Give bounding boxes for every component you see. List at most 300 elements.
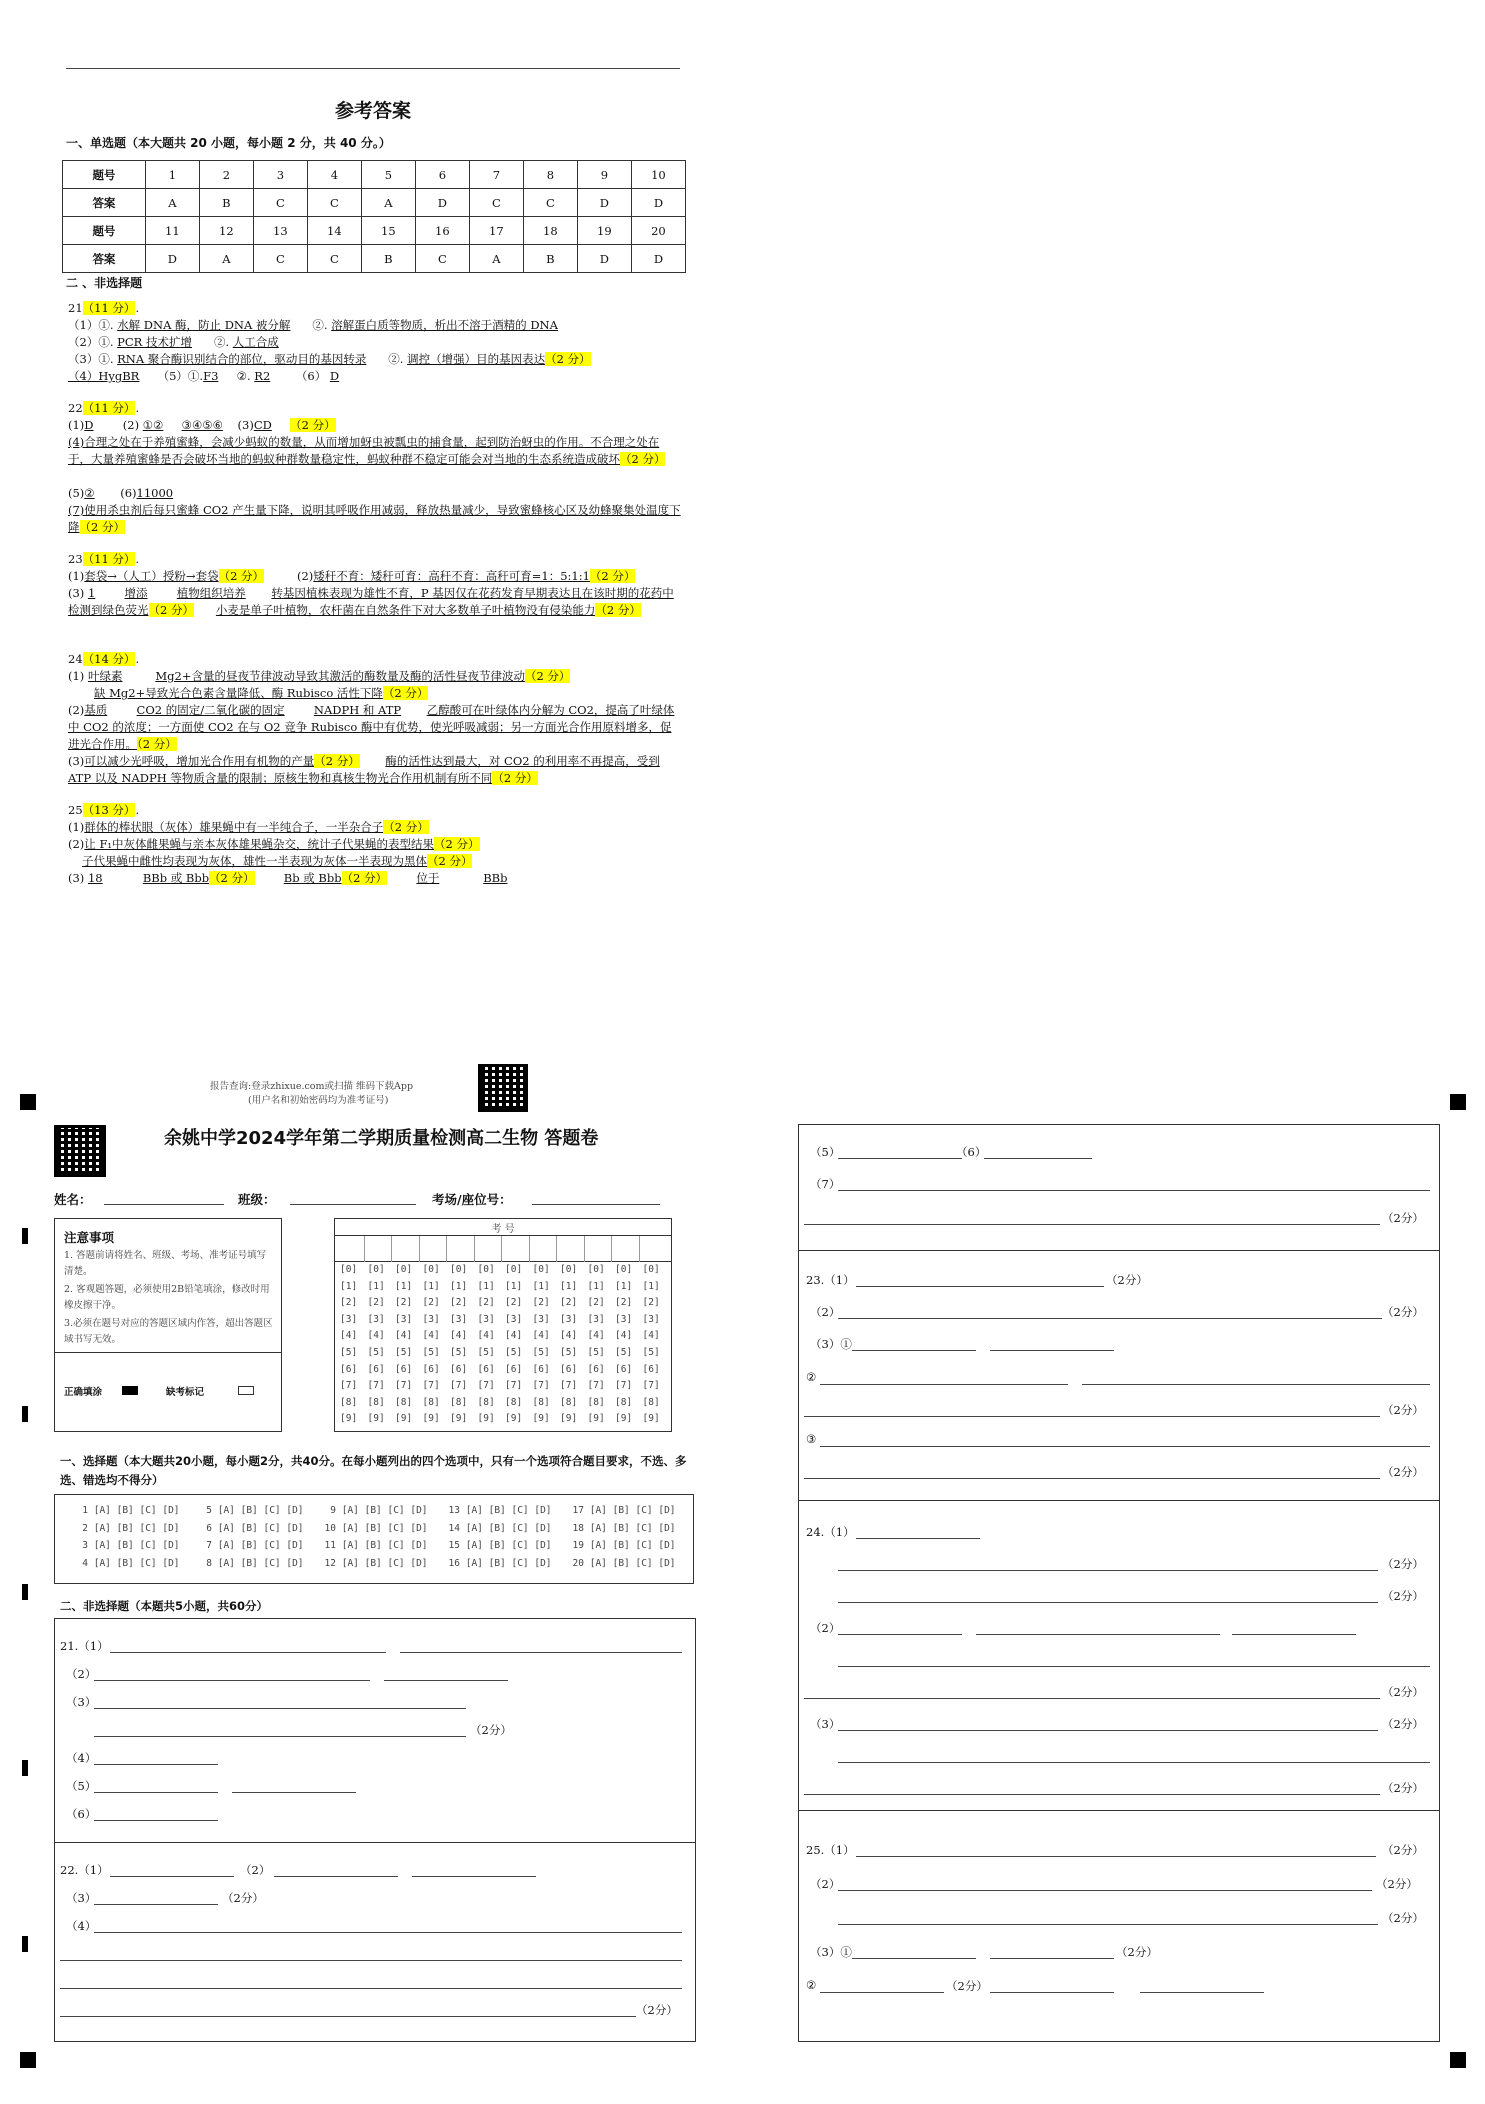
mc-question-row[interactable] <box>442 1540 552 1551</box>
exam-digit-bubble[interactable]: [9] <box>560 1413 578 1425</box>
mc-question-row[interactable] <box>70 1523 180 1534</box>
exam-digit-bubble[interactable]: [5] <box>560 1346 578 1358</box>
exam-digit-bubble[interactable]: [3] <box>450 1313 468 1325</box>
exam-digit-bubble[interactable]: [8] <box>560 1396 578 1408</box>
q21-label-6: （6） <box>66 1807 97 1821</box>
exam-digit-column[interactable] <box>478 1262 495 1428</box>
exam-digit-bubble[interactable]: [9] <box>450 1413 468 1425</box>
mc-question-row[interactable] <box>442 1558 552 1569</box>
section1-heading: 一、单选题（本大题共 20 小题，每小题 2 分，共 40 分。） <box>66 136 391 150</box>
exam-digit-bubble[interactable]: [6] <box>367 1363 385 1375</box>
answer-line[interactable] <box>110 1876 234 1877</box>
cell-label: 答案 <box>63 189 146 217</box>
registration-mark <box>20 1094 36 1110</box>
exam-digit-bubble[interactable]: [6] <box>477 1363 495 1375</box>
mc-question-row[interactable] <box>566 1540 676 1551</box>
registration-mark <box>1450 2052 1466 2068</box>
exam-digit-bubble[interactable]: [7] <box>477 1380 495 1392</box>
name-label: 姓名： <box>54 1192 92 1207</box>
exam-digit-bubble[interactable]: [7] <box>642 1380 660 1392</box>
answer-line[interactable] <box>852 1958 976 1959</box>
exam-digit-bubble[interactable]: [9] <box>395 1413 413 1425</box>
exam-digit-bubble[interactable]: [0] <box>450 1264 468 1275</box>
exam-digit-bubble[interactable]: [0] <box>505 1264 523 1275</box>
mc-option-bubbles[interactable]: [A] [B] [C] [D] <box>212 1557 304 1569</box>
top-rule <box>66 68 680 69</box>
exam-digit-bubble[interactable]: [3] <box>395 1313 413 1325</box>
mc-option-bubbles[interactable]: [A] [B] [C] [D] <box>584 1540 676 1551</box>
answer-line[interactable] <box>852 1350 976 1351</box>
mc-question-row[interactable] <box>442 1523 552 1534</box>
exam-digit-bubble[interactable]: [4] <box>532 1330 550 1342</box>
mc-option-bubbles[interactable]: [A] [B] [C] [D] <box>88 1540 180 1551</box>
answer-line[interactable] <box>94 1708 466 1709</box>
exam-digit-bubble[interactable]: [5] <box>340 1346 358 1358</box>
exam-digit-bubble[interactable]: [8] <box>477 1396 495 1408</box>
points-label: （2分） <box>470 1723 512 1737</box>
cell: 9 <box>577 161 631 189</box>
exam-digit-bubble[interactable]: [8] <box>367 1396 385 1408</box>
cell: 4 <box>307 161 361 189</box>
fill-correct-label: 正确填涂 <box>64 1387 103 1398</box>
mc-option-bubbles[interactable]: [A] [B] [C] [D] <box>212 1505 304 1516</box>
answer-line[interactable] <box>274 1876 398 1877</box>
notice-3: 3.必须在题号对应的答题区域内作答，超出答题区域书写无效。 <box>64 1318 273 1345</box>
exam-digit-bubble[interactable]: [5] <box>505 1346 523 1358</box>
room-field[interactable] <box>532 1204 660 1205</box>
answer-line[interactable] <box>838 1190 1430 1191</box>
answer-line[interactable] <box>820 1384 1068 1385</box>
answer-line[interactable] <box>838 1318 1382 1319</box>
exam-digit-bubble[interactable]: [5] <box>642 1346 660 1358</box>
exam-digit-bubble[interactable]: [6] <box>395 1363 413 1375</box>
exam-digit-bubble[interactable]: [7] <box>367 1380 385 1392</box>
q23-label-2: （2） <box>810 1305 841 1319</box>
cell: 7 <box>469 161 523 189</box>
q21-label-2: （2） <box>66 1667 97 1681</box>
answer-line[interactable] <box>60 2016 636 2017</box>
exam-digit-bubble[interactable]: [5] <box>367 1346 385 1358</box>
exam-digit-bubble[interactable]: [5] <box>532 1346 550 1358</box>
exam-digit-bubble[interactable]: [5] <box>422 1346 440 1358</box>
cell: 17 <box>469 217 523 245</box>
exam-digit-bubble[interactable]: [8] <box>422 1396 440 1408</box>
exam-digit-bubble[interactable]: [2] <box>477 1297 495 1309</box>
answer-line[interactable] <box>990 1350 1114 1351</box>
answer-line[interactable] <box>1140 1992 1264 1993</box>
room-label: 考场/座位号： <box>432 1192 512 1207</box>
answer-line[interactable] <box>990 1992 1114 1993</box>
exam-digit-bubble[interactable]: [1] <box>505 1280 523 1292</box>
answer-line[interactable] <box>838 1730 1378 1731</box>
exam-digit-bubble[interactable]: [2] <box>587 1297 605 1309</box>
mc-question-number: 16 <box>448 1557 460 1569</box>
mc-question-row[interactable] <box>318 1558 428 1569</box>
answer-line[interactable] <box>976 1634 1220 1635</box>
exam-digit-bubble[interactable]: [0] <box>477 1264 495 1275</box>
exam-digit-bubble[interactable]: [1] <box>450 1280 468 1292</box>
exam-digit-column[interactable] <box>505 1262 522 1428</box>
mc-question-row[interactable] <box>194 1523 304 1534</box>
exam-digit-bubble[interactable]: [1] <box>367 1280 385 1292</box>
exam-cell-divider <box>639 1236 640 1262</box>
q24-line2: 缺 Mg2+导致光合色素含量降低、酶 Rubisco 活性下降（2 分） <box>94 686 429 700</box>
exam-digit-bubble[interactable]: [2] <box>422 1297 440 1309</box>
exam-cell-divider <box>474 1236 475 1262</box>
answer-line[interactable] <box>60 1960 682 1961</box>
mc-question-number: 13 <box>448 1505 460 1516</box>
exam-digit-bubble[interactable]: [7] <box>560 1380 578 1392</box>
answer-line[interactable] <box>1232 1634 1356 1635</box>
exam-cell-divider <box>529 1236 530 1262</box>
exam-digit-bubble[interactable]: [4] <box>422 1330 440 1342</box>
mc-question-number: 20 <box>572 1557 584 1569</box>
mc-question-row[interactable] <box>194 1558 304 1569</box>
mc-option-bubbles[interactable]: [A] [B] [C] [D] <box>460 1540 552 1551</box>
mc-option-bubbles[interactable]: [A] [B] [C] [D] <box>460 1557 552 1569</box>
timing-mark <box>22 1406 28 1422</box>
q23-line2: (3) 1 增添 植物组织培养 转基因植株表现为雄性不育，P 基因仅在花药发育早期表达且在该时期的花药中检测到绿色荧光（2 分） 小麦是单子叶植物，农杆菌在自然条件下对大多数单子叶植物没有侵染能力（2 分） <box>68 586 674 617</box>
answer-line[interactable] <box>856 1538 980 1539</box>
fill-absent-label: 缺考标记 <box>166 1387 205 1398</box>
exam-digit-bubble[interactable]: [4] <box>450 1330 468 1342</box>
mc-question-number: 3 <box>82 1540 88 1551</box>
exam-digit-bubble[interactable]: [7] <box>587 1380 605 1392</box>
exam-digit-bubble[interactable]: [3] <box>560 1313 578 1325</box>
exam-digit-bubble[interactable]: [4] <box>615 1330 633 1342</box>
answer-line[interactable] <box>838 1666 1430 1667</box>
mc-option-bubbles[interactable]: [A] [B] [C] [D] <box>336 1505 428 1516</box>
answer-line[interactable] <box>110 1652 386 1653</box>
answer-line[interactable] <box>804 1224 1380 1225</box>
answer-line[interactable] <box>804 1478 1380 1479</box>
exam-digit-bubble[interactable]: [3] <box>340 1313 358 1325</box>
answer-line[interactable] <box>856 1286 1104 1287</box>
exam-digit-bubble[interactable]: [5] <box>587 1346 605 1358</box>
exam-digit-bubble[interactable]: [4] <box>340 1330 358 1342</box>
exam-digit-bubble[interactable]: [6] <box>340 1363 358 1375</box>
exam-digit-bubble[interactable]: [7] <box>615 1380 633 1392</box>
exam-digit-bubble[interactable]: [5] <box>395 1346 413 1358</box>
answer-line[interactable] <box>856 1856 1376 1857</box>
mc-option-bubbles[interactable]: [A] [B] [C] [D] <box>88 1522 180 1534</box>
q22-label-3: （3） <box>66 1891 97 1905</box>
points-label: （2分） <box>1106 1273 1148 1287</box>
answer-line[interactable] <box>838 1890 1372 1891</box>
answer-line[interactable] <box>400 1652 682 1653</box>
q25-label-1: 25.（1） <box>806 1843 855 1857</box>
mc-option-bubbles[interactable]: [A] [B] [C] [D] <box>212 1540 304 1551</box>
cell: 5 <box>361 161 415 189</box>
exam-digit-bubble[interactable]: [0] <box>560 1264 578 1275</box>
mc-question-row[interactable] <box>70 1540 180 1551</box>
exam-digit-column[interactable] <box>340 1262 357 1428</box>
cell: A <box>199 245 253 273</box>
cell: D <box>415 189 469 217</box>
exam-digit-bubble[interactable]: [4] <box>505 1330 523 1342</box>
exam-digit-bubble[interactable]: [9] <box>340 1413 358 1425</box>
exam-digit-bubble[interactable]: [8] <box>615 1396 633 1408</box>
exam-digit-bubble[interactable]: [8] <box>532 1396 550 1408</box>
mc-question-number: 10 <box>324 1522 336 1534</box>
exam-digit-bubble[interactable]: [1] <box>477 1280 495 1292</box>
exam-digit-bubble[interactable]: [8] <box>642 1396 660 1408</box>
exam-digit-bubble[interactable]: [4] <box>367 1330 385 1342</box>
exam-digit-bubble[interactable]: [2] <box>642 1297 660 1309</box>
q23-label-1: 23.（1） <box>806 1273 855 1287</box>
answer-line[interactable] <box>984 1158 1092 1159</box>
exam-digit-bubble[interactable]: [8] <box>505 1396 523 1408</box>
exam-digit-bubble[interactable]: [9] <box>642 1413 660 1425</box>
exam-digit-bubble[interactable]: [9] <box>477 1413 495 1425</box>
qr-code-icon <box>54 1125 106 1177</box>
mc-question-number: 9 <box>330 1505 336 1516</box>
absent-checkbox[interactable] <box>238 1386 254 1395</box>
exam-cell-divider <box>584 1236 585 1262</box>
exam-digit-bubble[interactable]: [1] <box>340 1280 358 1292</box>
exam-digit-bubble[interactable]: [9] <box>587 1413 605 1425</box>
exam-digit-bubble[interactable]: [0] <box>395 1264 413 1275</box>
exam-digit-bubble[interactable]: [3] <box>587 1313 605 1325</box>
exam-digit-bubble[interactable]: [9] <box>532 1413 550 1425</box>
answer-line[interactable] <box>232 1792 356 1793</box>
exam-digit-bubble[interactable]: [5] <box>615 1346 633 1358</box>
exam-digit-bubble[interactable]: [7] <box>505 1380 523 1392</box>
mc-question-number: 1 <box>82 1505 88 1516</box>
answer-line[interactable] <box>838 1570 1378 1571</box>
exam-digit-column[interactable] <box>533 1262 550 1428</box>
mc-question-row[interactable] <box>566 1558 676 1569</box>
exam-digit-bubble[interactable]: [1] <box>615 1280 633 1292</box>
exam-digit-bubble[interactable]: [7] <box>395 1380 413 1392</box>
exam-digit-bubble[interactable]: [2] <box>615 1297 633 1309</box>
mc-question-number: 17 <box>572 1505 584 1516</box>
exam-digit-bubble[interactable]: [5] <box>477 1346 495 1358</box>
exam-digit-bubble[interactable]: [3] <box>642 1313 660 1325</box>
answer-line[interactable] <box>94 1932 682 1933</box>
q25-header: 25（13 分）. <box>68 803 140 817</box>
exam-cell-divider <box>501 1236 502 1262</box>
mc-question-row[interactable] <box>194 1540 304 1551</box>
exam-digit-bubble[interactable]: [0] <box>615 1264 633 1275</box>
answer-line[interactable] <box>94 1904 218 1905</box>
exam-digit-bubble[interactable]: [3] <box>367 1313 385 1325</box>
mc-question-row[interactable] <box>318 1505 428 1516</box>
answer-line[interactable] <box>94 1680 370 1681</box>
q21-header: 21（11 分）. <box>68 301 140 315</box>
cell: C <box>469 189 523 217</box>
answer-line[interactable] <box>804 1416 1380 1417</box>
exam-digit-bubble[interactable]: [4] <box>560 1330 578 1342</box>
points-label: （2分） <box>1382 1843 1424 1857</box>
cell: B <box>361 245 415 273</box>
exam-digit-column[interactable] <box>560 1262 577 1428</box>
answer-line[interactable] <box>990 1958 1114 1959</box>
name-field[interactable] <box>104 1204 224 1205</box>
exam-digit-column[interactable] <box>450 1262 467 1428</box>
mc-question-number: 14 <box>448 1522 460 1534</box>
exam-digit-bubble[interactable]: [4] <box>642 1330 660 1342</box>
mc-question-row[interactable] <box>442 1505 552 1516</box>
q22-label-4: （4） <box>66 1919 97 1933</box>
mc-option-bubbles[interactable]: [A] [B] [C] [D] <box>584 1505 676 1516</box>
answer-line[interactable] <box>94 1820 218 1821</box>
mc-question-row[interactable] <box>70 1558 180 1569</box>
notice-title: 注意事项 <box>64 1230 115 1245</box>
mc-question-number: 8 <box>206 1557 212 1569</box>
exam-digit-column[interactable] <box>615 1262 632 1428</box>
exam-digit-bubble[interactable]: [6] <box>587 1363 605 1375</box>
cell: 16 <box>415 217 469 245</box>
exam-digit-bubble[interactable]: [1] <box>532 1280 550 1292</box>
points-label: （2分） <box>1382 1403 1424 1417</box>
exam-digit-bubble[interactable]: [2] <box>367 1297 385 1309</box>
exam-digit-bubble[interactable]: [2] <box>505 1297 523 1309</box>
exam-digit-bubble[interactable]: [0] <box>367 1264 385 1275</box>
exam-digit-bubble[interactable]: [1] <box>642 1280 660 1292</box>
exam-digit-bubble[interactable]: [0] <box>642 1264 660 1275</box>
table-row <box>63 161 686 189</box>
mc-option-bubbles[interactable]: [A] [B] [C] [D] <box>336 1522 428 1534</box>
timing-mark <box>22 1584 28 1600</box>
exam-digit-bubble[interactable]: [9] <box>615 1413 633 1425</box>
exam-digit-bubble[interactable]: [8] <box>587 1396 605 1408</box>
mc-option-bubbles[interactable]: [A] [B] [C] [D] <box>336 1557 428 1569</box>
exam-digit-bubble[interactable]: [7] <box>532 1380 550 1392</box>
answer-line[interactable] <box>820 1446 1430 1447</box>
exam-digit-bubble[interactable]: [3] <box>477 1313 495 1325</box>
exam-digit-bubble[interactable]: [6] <box>532 1363 550 1375</box>
exam-digit-bubble[interactable]: [1] <box>560 1280 578 1292</box>
timing-mark <box>22 1228 28 1244</box>
answer-line[interactable] <box>60 1988 682 1989</box>
exam-digit-bubble[interactable]: [6] <box>615 1363 633 1375</box>
exam-digit-column[interactable] <box>368 1262 385 1428</box>
cell: C <box>523 189 577 217</box>
exam-digit-bubble[interactable]: [4] <box>477 1330 495 1342</box>
exam-digit-column[interactable] <box>643 1262 660 1428</box>
q22-header: 22（11 分）. <box>68 401 140 415</box>
mc-question-row[interactable] <box>194 1505 304 1516</box>
answer-line[interactable] <box>412 1876 536 1877</box>
cell: D <box>577 189 631 217</box>
q22-line4: (7)使用杀虫剂后每只蜜蜂 CO2 产生量下降，说明其呼吸作用减弱，释放热量减少，导致蜜蜂核心区及幼蜂聚集处温度下降（2 分） <box>68 503 681 534</box>
exam-digit-bubble[interactable]: [0] <box>532 1264 550 1275</box>
mc-question-row[interactable] <box>566 1505 676 1516</box>
mc-question-row[interactable] <box>318 1523 428 1534</box>
exam-digit-bubble[interactable]: [3] <box>532 1313 550 1325</box>
answer-line[interactable] <box>838 1924 1378 1925</box>
exam-digit-bubble[interactable]: [3] <box>505 1313 523 1325</box>
exam-digit-column[interactable] <box>588 1262 605 1428</box>
exam-cell-divider <box>391 1236 392 1262</box>
exam-digit-bubble[interactable]: [9] <box>367 1413 385 1425</box>
mc-option-bubbles[interactable]: [A] [B] [C] [D] <box>460 1522 552 1534</box>
mc-option-bubbles[interactable]: [A] [B] [C] [D] <box>212 1522 304 1534</box>
exam-digit-bubble[interactable]: [2] <box>560 1297 578 1309</box>
q24-label-3: （3） <box>810 1717 841 1731</box>
mc-question-row[interactable] <box>70 1505 180 1516</box>
divider <box>798 1810 1440 1811</box>
mc-option-bubbles[interactable]: [A] [B] [C] [D] <box>88 1557 180 1569</box>
exam-digit-bubble[interactable]: [4] <box>587 1330 605 1342</box>
exam-digit-column[interactable] <box>423 1262 440 1428</box>
answer-line[interactable] <box>384 1680 508 1681</box>
cell: C <box>307 189 361 217</box>
mc-option-bubbles[interactable]: [A] [B] [C] [D] <box>88 1505 180 1516</box>
mc-option-bubbles[interactable]: [A] [B] [C] [D] <box>584 1557 676 1569</box>
exam-digit-bubble[interactable]: [7] <box>340 1380 358 1392</box>
exam-digit-bubble[interactable]: [0] <box>587 1264 605 1275</box>
mc-option-bubbles[interactable]: [A] [B] [C] [D] <box>460 1505 552 1516</box>
answer-line[interactable] <box>820 1992 944 1993</box>
mc-question-number: 2 <box>82 1522 88 1534</box>
exam-digit-bubble[interactable]: [9] <box>422 1413 440 1425</box>
cell: D <box>577 245 631 273</box>
mc-question-row[interactable] <box>318 1540 428 1551</box>
exam-digit-bubble[interactable]: [2] <box>395 1297 413 1309</box>
answer-line[interactable] <box>838 1762 1430 1763</box>
exam-digit-bubble[interactable]: [3] <box>422 1313 440 1325</box>
answer-line[interactable] <box>838 1634 962 1635</box>
exam-digit-bubble[interactable]: [1] <box>422 1280 440 1292</box>
exam-digit-bubble[interactable]: [6] <box>422 1363 440 1375</box>
class-field[interactable] <box>290 1204 416 1205</box>
exam-digit-bubble[interactable]: [0] <box>422 1264 440 1275</box>
mc-question-number: 6 <box>206 1522 212 1534</box>
exam-digit-bubble[interactable]: [1] <box>395 1280 413 1292</box>
exam-digit-bubble[interactable]: [8] <box>450 1396 468 1408</box>
exam-digit-bubble[interactable]: [2] <box>450 1297 468 1309</box>
exam-digit-bubble[interactable]: [8] <box>340 1396 358 1408</box>
answer-line[interactable] <box>94 1792 218 1793</box>
exam-digit-bubble[interactable]: [2] <box>340 1297 358 1309</box>
exam-digit-bubble[interactable]: [9] <box>505 1413 523 1425</box>
exam-digit-bubble[interactable]: [1] <box>587 1280 605 1292</box>
timing-mark <box>22 1936 28 1952</box>
exam-digit-bubble[interactable]: [7] <box>422 1380 440 1392</box>
answer-line[interactable] <box>804 1698 1380 1699</box>
exam-digit-bubble[interactable]: [8] <box>395 1396 413 1408</box>
mc-option-bubbles[interactable]: [A] [B] [C] [D] <box>584 1522 676 1534</box>
exam-digit-bubble[interactable]: [6] <box>505 1363 523 1375</box>
exam-digit-bubble[interactable]: [0] <box>340 1264 358 1275</box>
answer-line[interactable] <box>94 1736 466 1737</box>
mc-option-bubbles[interactable]: [A] [B] [C] [D] <box>336 1540 428 1551</box>
exam-digit-bubble[interactable]: [7] <box>450 1380 468 1392</box>
exam-digit-bubble[interactable]: [6] <box>450 1363 468 1375</box>
points-label: （2分） <box>1382 1305 1424 1319</box>
points-label: （2分） <box>1382 1465 1424 1479</box>
answer-line[interactable] <box>838 1602 1378 1603</box>
exam-digit-bubble[interactable]: [5] <box>450 1346 468 1358</box>
exam-digit-bubble[interactable]: [6] <box>642 1363 660 1375</box>
exam-digit-bubble[interactable]: [3] <box>615 1313 633 1325</box>
answer-line[interactable] <box>94 1764 218 1765</box>
exam-digit-bubble[interactable]: [6] <box>560 1363 578 1375</box>
exam-digit-column[interactable] <box>395 1262 412 1428</box>
mc-question-row[interactable] <box>566 1523 676 1534</box>
q23-line1: (1)套袋→（人工）授粉→套袋（2 分） (2)矮秆不育：矮秆可育：高秆不育：高秆可育=1：5:1:1（2 分） <box>68 569 636 583</box>
exam-digit-bubble[interactable]: [2] <box>532 1297 550 1309</box>
answer-line[interactable] <box>1082 1384 1430 1385</box>
exam-digit-bubble[interactable]: [4] <box>395 1330 413 1342</box>
answer-line[interactable] <box>804 1794 1380 1795</box>
answer-line[interactable] <box>838 1158 962 1159</box>
q21-label-3: （3） <box>66 1695 97 1709</box>
table-row <box>63 217 686 245</box>
exam-number-write-row[interactable] <box>334 1236 672 1262</box>
